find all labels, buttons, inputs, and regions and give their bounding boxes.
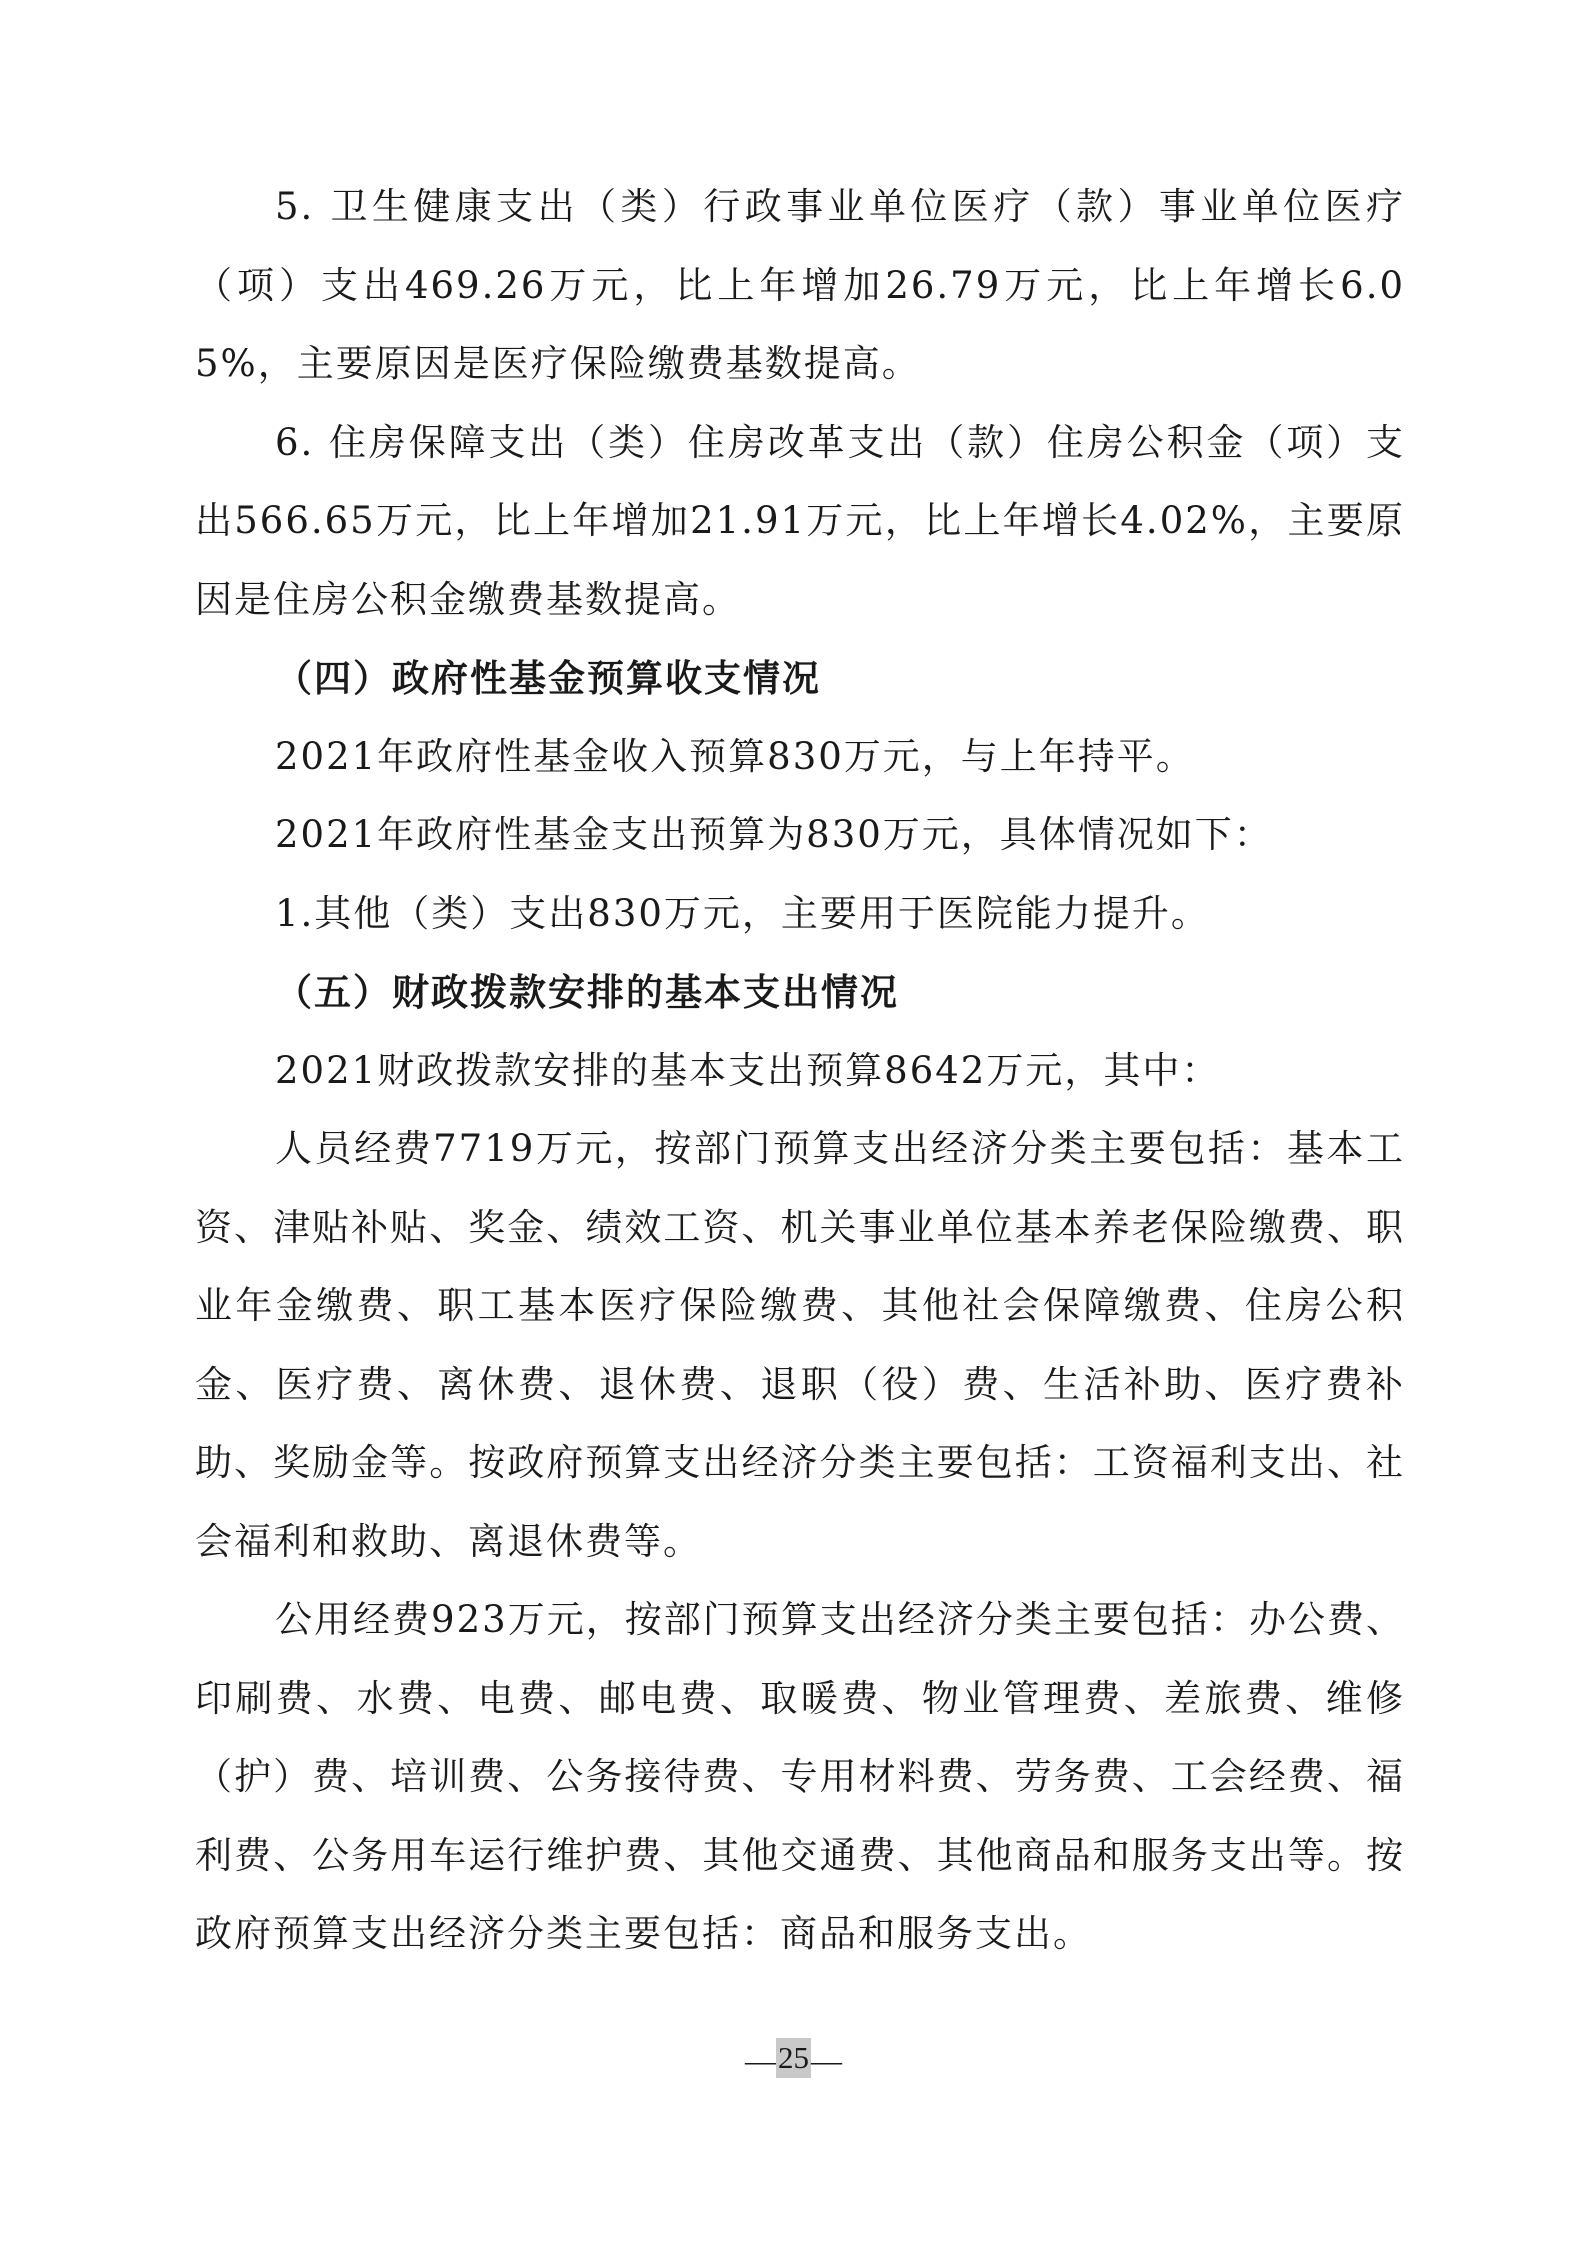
footer-dash-right: — <box>811 2042 842 2078</box>
paragraph-health-expenditure: 5. 卫生健康支出（类）行政事业单位医疗（款）事业单位医疗（项）支出469.26万元，比上年增加26.79万元，比上年增长6.05%，主要原因是医疗保险缴费基数提高。 <box>195 185 1405 385</box>
paragraph-personnel-expenses: 人员经费7719万元，按部门预算支出经济分类主要包括：基本工资、津贴补贴、奖金、绩效工资、机关事业单位基本养老保险缴费、职业年金缴费、职工基本医疗保险缴费、其他社会保障缴费、住房公积金、医疗费、离休费、退休费、退职（役）费、生活补助、医疗费补助、奖励金等。按政府预算支出经济分类主要包括：工资福利支出、社会福利和救助、离退休费等。 <box>195 1127 1405 1563</box>
section-heading-basic-expenditure: （五）财政拨款安排的基本支出情况 <box>275 970 899 1014</box>
paragraph-fund-income: 2021年政府性基金收入预算830万元，与上年持平。 <box>275 734 1195 778</box>
paragraph-housing-expenditure: 6. 住房保障支出（类）住房改革支出（款）住房公积金（项）支出566.65万元，比上年增加21.91万元，比上年增长4.02%，主要原因是住房公积金缴费基数提高。 <box>195 420 1405 621</box>
section-heading-government-fund: （四）政府性基金预算收支情况 <box>275 656 821 700</box>
page-number: 25 <box>776 2038 811 2078</box>
paragraph-fund-expenditure: 2021年政府性基金支出预算为830万元，具体情况如下： <box>275 813 1273 856</box>
footer-dash-left: — <box>745 2042 776 2078</box>
paragraph-other-expenditure: 1.其他（类）支出830万元，主要用于医院能力提升。 <box>275 891 1210 935</box>
paragraph-basic-expenditure-total: 2021财政拨款安排的基本支出预算8642万元，其中： <box>275 1048 1221 1092</box>
page-footer <box>0 2038 1587 2081</box>
paragraph-public-expenses: 公用经费923万元，按部门预算支出经济分类主要包括：办公费、印刷费、水费、电费、邮电费、取暖费、物业管理费、差旅费、维修（护）费、培训费、公务接待费、专用材料费、劳务费、工会经费、福利费、公务用车运行维护费、其他交通费、其他商品和服务支出等。按政府预算支出经济分类主要包括：商品和服务支出。 <box>195 1598 1405 1955</box>
document-body <box>195 168 1405 1974</box>
